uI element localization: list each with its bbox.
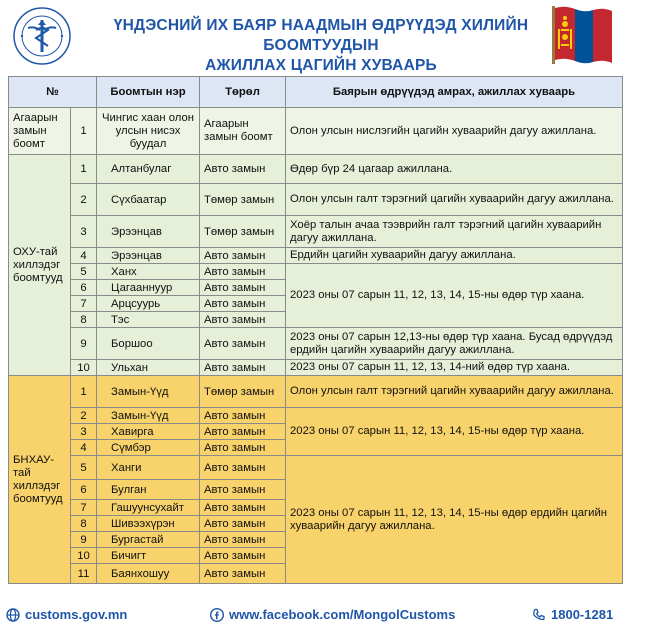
- row-num: 4: [71, 248, 97, 264]
- row-num: 1: [71, 108, 97, 155]
- table-row: [9, 264, 623, 280]
- table-row: [9, 248, 623, 264]
- customs-logo-icon: [12, 6, 72, 66]
- port-type: Авто замын: [200, 328, 286, 360]
- group-label-russia: ОХУ-тай хиллэдэг боомтууд: [9, 155, 71, 376]
- port-type: Авто замын: [200, 516, 286, 532]
- row-num: 3: [71, 424, 97, 440]
- schedule-text: 2023 оны 07 сарын 12,13-ны өдөр түр хаана. Бусад өдрүүдэд ердийн цагийн хуваарийн дагуу ажиллана.: [286, 328, 623, 360]
- facebook-link[interactable]: [210, 607, 455, 622]
- port-name: Гашуунсухайт: [97, 500, 200, 516]
- port-type: Агаарын замын боомт: [200, 108, 286, 155]
- schedule-text: Хоёр талын ачаа тээврийн галт тэрэгний цагийн хуваарийн дагуу ажиллана.: [286, 216, 623, 248]
- globe-icon: [6, 608, 20, 622]
- port-type: Авто замын: [200, 155, 286, 184]
- row-num: 1: [71, 376, 97, 408]
- row-num: 3: [71, 216, 97, 248]
- port-type: Төмөр замын: [200, 376, 286, 408]
- mongolia-flag-icon: [550, 4, 614, 64]
- table-row: [9, 456, 623, 480]
- port-type: Авто замын: [200, 312, 286, 328]
- page-title: [96, 16, 546, 76]
- port-name: Шивээхүрэн: [97, 516, 200, 532]
- phone-icon: [532, 608, 546, 622]
- row-num: 5: [71, 456, 97, 480]
- schedule-text: Олон улсын нислэгийн цагийн хуваарийн дагуу ажиллана.: [286, 108, 623, 155]
- port-name: Алтанбулаг: [97, 155, 200, 184]
- schedule-table: [8, 76, 623, 584]
- row-num: 6: [71, 280, 97, 296]
- port-name: Баянхошуу: [97, 564, 200, 584]
- schedule-text: Өдөр бүр 24 цагаар ажиллана.: [286, 155, 623, 184]
- row-num: 2: [71, 184, 97, 216]
- port-name: Сүхбаатар: [97, 184, 200, 216]
- header-num: №: [9, 77, 97, 108]
- port-type: Авто замын: [200, 500, 286, 516]
- row-num: 2: [71, 408, 97, 424]
- port-type: Төмөр замын: [200, 216, 286, 248]
- schedule-text: 2023 оны 07 сарын 11, 12, 13, 14, 15-ны өдөр түр хаана.: [286, 408, 623, 456]
- port-type: Авто замын: [200, 440, 286, 456]
- port-type: Авто замын: [200, 280, 286, 296]
- header-schedule: Баярын өдрүүдэд амрах, ажиллах хуваарь: [286, 77, 623, 108]
- port-type: Авто замын: [200, 480, 286, 500]
- facebook-icon: [210, 608, 224, 622]
- page-footer: [0, 600, 646, 629]
- port-type: Авто замын: [200, 564, 286, 584]
- port-type: Авто замын: [200, 424, 286, 440]
- schedule-text: 2023 оны 07 сарын 11, 12, 13, 14, 15-ны өдөр ердийн цагийн хуваарийн дагуу ажиллана.: [286, 456, 623, 584]
- row-num: 8: [71, 312, 97, 328]
- port-type: Авто замын: [200, 456, 286, 480]
- port-name: Ханги: [97, 456, 200, 480]
- table-row: [9, 360, 623, 376]
- port-name: Замын-Үүд: [97, 376, 200, 408]
- phone-text: 1800-1281: [551, 607, 614, 622]
- group-label-air: Агаарын замын боомт: [9, 108, 71, 155]
- row-num: 10: [71, 548, 97, 564]
- port-type: Төмөр замын: [200, 184, 286, 216]
- website-link[interactable]: [6, 607, 127, 622]
- row-num: 8: [71, 516, 97, 532]
- port-name: Цагааннуур: [97, 280, 200, 296]
- port-type: Авто замын: [200, 532, 286, 548]
- title-line-1: ҮНДЭСНИЙ ИХ БАЯР НААДМЫН ӨДРҮҮДЭД ХИЛИЙН БООМТУУДЫН: [113, 17, 529, 54]
- website-text: customs.gov.mn: [25, 607, 128, 622]
- table-row: [9, 184, 623, 216]
- header-type: Төрөл: [200, 77, 286, 108]
- port-name: Арцсуурь: [97, 296, 200, 312]
- row-num: 9: [71, 532, 97, 548]
- port-name: Боршоо: [97, 328, 200, 360]
- port-name: Хавирга: [97, 424, 200, 440]
- row-num: 9: [71, 328, 97, 360]
- port-name: Сүмбэр: [97, 440, 200, 456]
- row-num: 7: [71, 500, 97, 516]
- table-row: [9, 216, 623, 248]
- table-row: [9, 155, 623, 184]
- port-type: Авто замын: [200, 296, 286, 312]
- phone-link[interactable]: [532, 607, 613, 622]
- table-row: [9, 376, 623, 408]
- schedule-text: Ердийн цагийн хуваарийн дагуу ажиллана.: [286, 248, 623, 264]
- port-type: Авто замын: [200, 248, 286, 264]
- port-name: Бичигт: [97, 548, 200, 564]
- table-row: [9, 408, 623, 424]
- row-num: 6: [71, 480, 97, 500]
- group-label-china: БНХАУ-тай хиллэдэг боомтууд: [9, 376, 71, 584]
- schedule-text: 2023 оны 07 сарын 11, 12, 13, 14, 15-ны өдөр түр хаана.: [286, 264, 623, 328]
- port-name: Ульхан: [97, 360, 200, 376]
- port-name: Чингис хаан олон улсын нисэх буудал: [97, 108, 200, 155]
- facebook-text: www.facebook.com/MongolCustoms: [229, 607, 456, 622]
- schedule-text: 2023 оны 07 сарын 11, 12, 13, 14-ний өдөр түр хаана.: [286, 360, 623, 376]
- port-name: Булган: [97, 480, 200, 500]
- page-header: [0, 0, 646, 72]
- table-row: [9, 108, 623, 155]
- port-name: Эрээнцав: [97, 216, 200, 248]
- header-name: Боомтын нэр: [97, 77, 200, 108]
- port-name: Тэс: [97, 312, 200, 328]
- row-num: 5: [71, 264, 97, 280]
- row-num: 10: [71, 360, 97, 376]
- port-name: Ханх: [97, 264, 200, 280]
- port-name: Замын-Үүд: [97, 408, 200, 424]
- schedule-text: Олон улсын галт тэрэгний цагийн хуваарийн дагуу ажиллана.: [286, 376, 623, 408]
- port-name: Бургастай: [97, 532, 200, 548]
- row-num: 1: [71, 155, 97, 184]
- row-num: 11: [71, 564, 97, 584]
- port-type: Авто замын: [200, 548, 286, 564]
- port-type: Авто замын: [200, 408, 286, 424]
- table-row: [9, 328, 623, 360]
- port-name: Эрээнцав: [97, 248, 200, 264]
- row-num: 4: [71, 440, 97, 456]
- port-type: Авто замын: [200, 360, 286, 376]
- port-type: Авто замын: [200, 264, 286, 280]
- table-header-row: [9, 77, 623, 108]
- row-num: 7: [71, 296, 97, 312]
- title-line-2: АЖИЛЛАХ ЦАГИЙН ХУВААРЬ: [205, 57, 437, 74]
- schedule-text: Олон улсын галт тэрэгний цагийн хуваарийн дагуу ажиллана.: [286, 184, 623, 216]
